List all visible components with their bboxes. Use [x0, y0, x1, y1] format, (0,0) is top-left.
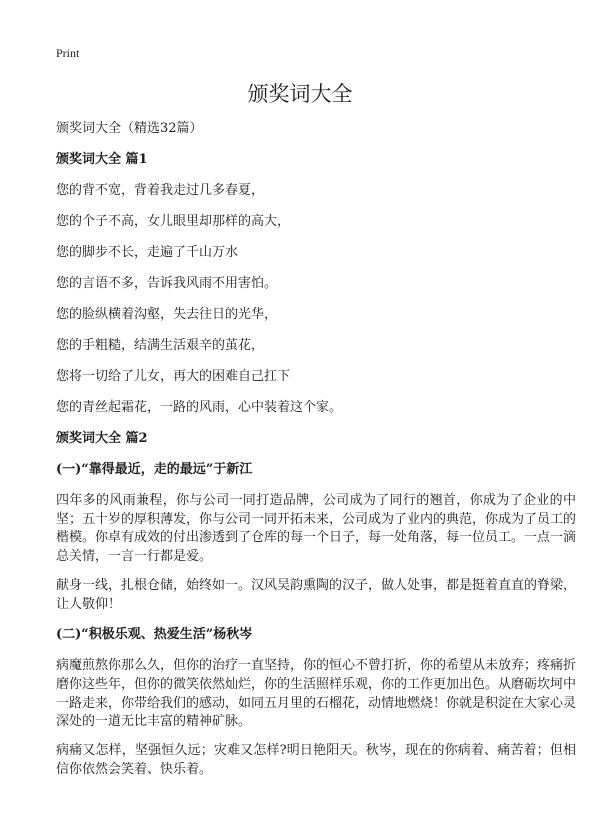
poem-line: 您的青丝起霜花，一路的风雨，心中装着这个家。 [56, 400, 343, 415]
body-paragraph: 病魔煎熬你那么久，但你的治疗一直坚持，你的恒心不曾打折，你的希望从未放弃；疼痛折磨你这些年，但你的微笑依然灿烂，你的生活照样乐观，你的工作更加出色。从磨砺坎坷中一路走来，你带给我们的感动，如同五月里的石榴花，动情地燃烧！你就是积淀在大家心灵深处的一道无比丰富的精神矿脉。 [56, 658, 577, 730]
poem-line: 您的个子不高，女儿眼里却那样的高大， [56, 214, 291, 229]
body-paragraph: 献身一线，扎根仓储，始终如一。汉风吴韵熏陶的汉子，做人处事，都是挺着直直的脊梁，让人敬仰！ [56, 577, 577, 612]
print-link[interactable]: Print [56, 46, 80, 60]
section-heading-1: 颁奖词大全 篇1 [56, 152, 148, 167]
poem-line: 您的脚步不长，走遍了千山万水 [56, 245, 239, 260]
poem-line: 您将一切给了儿女，再大的困难自己扛下 [56, 369, 291, 384]
poem-line: 您的言语不多，告诉我风雨不用害怕。 [56, 276, 278, 291]
document-body [56, 118, 576, 789]
section-heading-2: 颁奖词大全 篇2 [56, 431, 148, 446]
subsection-heading-2: (二)“积极乐观、热爱生活”杨秋岑 [56, 627, 253, 643]
intro-text: 颁奖词大全（精选32篇） [56, 121, 203, 136]
document-title: 颁奖词大全 [247, 82, 353, 106]
poem-line: 您的手粗糙，结满生活艰辛的茧花， [56, 338, 265, 353]
body-paragraph: 四年多的风雨兼程，你与公司一同打造品牌，公司成为了同行的翘首，你成为了企业的中坚；五十岁的厚积薄发，你与公司一同开拓未来，公司成为了业内的典范，你成为了员工的楷模。你卓有成效的付出渗透到了仓库的每一个日子，每一处角落，每一位员工。一点一滴总关情，一言一行都是爱。 [56, 493, 577, 565]
subsection-heading-1: (一)“靠得最近，走的最远”于新江 [56, 462, 253, 477]
poem-line: 您的背不宽，背着我走过几多春夏， [56, 183, 265, 198]
poem-line: 您的脸纵横着沟壑，失去往日的光华， [56, 307, 278, 322]
body-paragraph: 病痛又怎样，坚强恒久远；灾难又怎样?明日艳阳天。秋岑，现在的你病着、痛苦着；但相信你依然会笑着、快乐着。 [56, 743, 576, 777]
